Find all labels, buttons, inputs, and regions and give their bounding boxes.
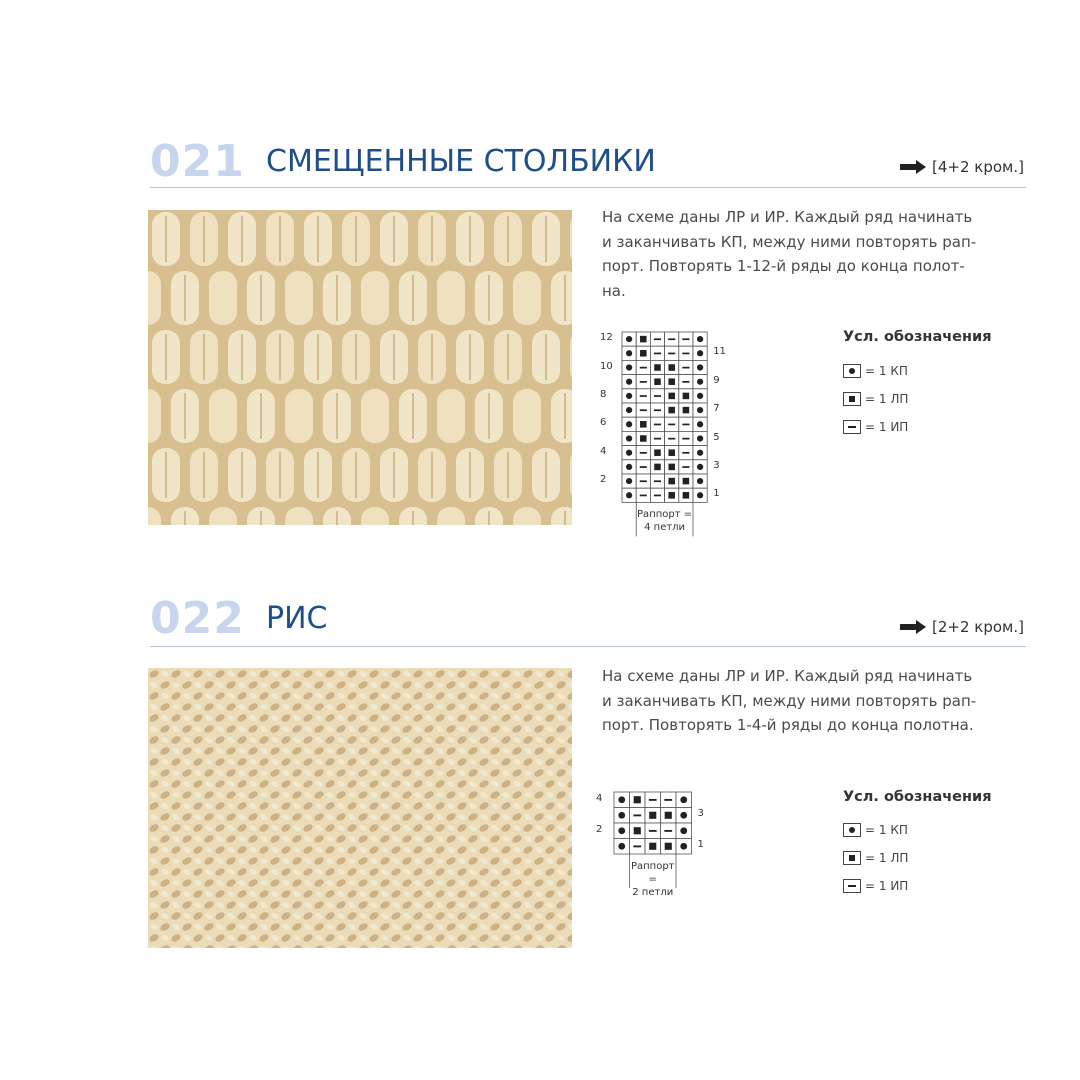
dot-icon <box>697 464 703 470</box>
stitch-chart <box>596 790 726 900</box>
dash-icon <box>843 879 861 893</box>
pattern-description <box>602 664 1022 738</box>
dash-icon <box>654 438 661 440</box>
dot-icon <box>680 812 687 819</box>
description-line: На схеме даны ЛР и ИР. Каждый ряд начинать <box>602 667 973 685</box>
legend-item-ip <box>843 879 908 893</box>
rapport-label: Раппорт = 4 петли <box>637 509 693 534</box>
dot-icon <box>626 350 632 356</box>
dash-icon <box>682 452 689 454</box>
legend-label: = 1 ЛП <box>865 392 909 406</box>
dash-icon <box>633 845 641 847</box>
square-icon <box>683 407 690 414</box>
dot-icon <box>618 812 625 819</box>
row-number-label: 4 <box>596 792 603 804</box>
dot-icon <box>697 421 703 427</box>
dash-icon <box>664 830 672 832</box>
square-icon <box>634 796 641 803</box>
legend-item-kp <box>843 364 908 378</box>
dot-icon <box>618 796 625 803</box>
rapport-label: Раппорт = 2 петли <box>630 861 675 898</box>
square-icon <box>649 812 656 819</box>
row-number-label: 12 <box>600 332 613 344</box>
square-icon <box>668 478 675 485</box>
dash-icon <box>654 424 661 426</box>
square-icon <box>665 812 672 819</box>
dash-icon <box>640 452 647 454</box>
row-number-label: 6 <box>600 417 607 429</box>
dash-icon <box>640 367 647 369</box>
dot-icon <box>697 478 703 484</box>
row-number-label: 9 <box>713 374 720 386</box>
dash-icon <box>682 438 689 440</box>
row-number-label: 8 <box>600 388 607 400</box>
description-line: порт. Повторять 1-12-й ряды до конца полот- <box>602 257 965 275</box>
dash-icon <box>640 409 647 411</box>
description-line: и заканчивать КП, между ними повторять рап- <box>602 232 977 251</box>
dot-icon <box>626 407 632 413</box>
legend-label: = 1 ИП <box>865 879 909 893</box>
pattern-title: СМЕЩЕННЫЕ СТОЛБИКИ <box>266 144 656 179</box>
description-line: На схеме даны ЛР и ИР. Каждый ряд начинать <box>602 208 973 226</box>
square-icon <box>654 449 661 456</box>
dot-icon <box>626 379 632 385</box>
square-icon <box>665 843 672 850</box>
legend-label: = 1 КП <box>865 823 908 837</box>
dash-icon <box>668 338 675 340</box>
dot-icon <box>697 435 703 441</box>
square-icon <box>654 464 661 471</box>
row-number-label: 4 <box>600 445 607 457</box>
knit-sample-photo <box>148 210 572 525</box>
cast-on-info <box>900 618 1024 636</box>
dash-icon <box>682 466 689 468</box>
row-number-label: 3 <box>713 459 720 471</box>
dash-icon <box>682 367 689 369</box>
dot-icon <box>697 364 703 370</box>
dash-icon <box>654 338 661 340</box>
dot-icon <box>626 492 632 498</box>
description-line: на. <box>602 281 626 300</box>
square-icon <box>668 449 675 456</box>
legend-item-kp <box>843 823 908 837</box>
square-icon <box>843 851 861 865</box>
dot-icon <box>626 435 632 441</box>
legend-title: Усл. обозначения <box>843 329 992 345</box>
square-icon <box>649 843 656 850</box>
square-icon <box>683 478 690 485</box>
row-number-label: 2 <box>596 823 603 835</box>
dot-icon <box>843 823 861 837</box>
dash-icon <box>654 353 661 355</box>
dash-icon <box>682 424 689 426</box>
legend-label: = 1 ЛП <box>865 851 909 865</box>
dash-icon <box>640 495 647 497</box>
dot-icon <box>697 336 703 342</box>
legend-label: = 1 КП <box>865 364 908 378</box>
dot-icon <box>697 407 703 413</box>
pattern-description <box>602 205 1022 303</box>
cast-on-info <box>900 158 1024 176</box>
dash-icon <box>682 353 689 355</box>
square-icon <box>683 492 690 499</box>
dot-icon <box>626 464 632 470</box>
square-icon <box>654 364 661 371</box>
square-icon <box>640 435 647 442</box>
dot-icon <box>626 421 632 427</box>
cast-on-label: [4+2 кром.] <box>932 158 1024 176</box>
dash-icon <box>654 395 661 397</box>
description-line: и заканчивать КП, между ними повторять рап- <box>602 691 977 710</box>
pattern-number: 021 <box>150 136 245 187</box>
dash-icon <box>640 381 647 383</box>
dot-icon <box>697 393 703 399</box>
legend-item-lp <box>843 851 908 865</box>
dash-icon <box>682 338 689 340</box>
dot-icon <box>697 450 703 456</box>
dash-icon <box>843 420 861 434</box>
dash-icon <box>664 799 672 801</box>
dash-icon <box>654 495 661 497</box>
dot-icon <box>680 796 687 803</box>
dot-icon <box>626 393 632 399</box>
pattern-number: 022 <box>150 593 245 644</box>
dot-icon <box>697 492 703 498</box>
dash-icon <box>649 799 657 801</box>
square-icon <box>634 827 641 834</box>
arrow-right-icon <box>900 160 926 174</box>
dash-icon <box>682 381 689 383</box>
square-icon <box>640 421 647 428</box>
dash-icon <box>640 466 647 468</box>
dash-icon <box>649 830 657 832</box>
row-number-label: 7 <box>713 403 720 415</box>
dot-icon <box>680 827 687 834</box>
dash-icon <box>640 395 647 397</box>
row-number-label: 2 <box>600 474 607 486</box>
dot-icon <box>843 364 861 378</box>
dot-icon <box>618 827 625 834</box>
row-number-label: 3 <box>697 808 704 820</box>
dot-icon <box>618 843 625 850</box>
row-number-label: 10 <box>600 360 613 372</box>
knit-sample-photo <box>148 668 572 948</box>
dot-icon <box>680 843 687 850</box>
dash-icon <box>668 438 675 440</box>
square-icon <box>668 407 675 414</box>
square-icon <box>640 336 647 343</box>
dot-icon <box>697 379 703 385</box>
row-number-label: 1 <box>713 488 720 500</box>
dot-icon <box>626 364 632 370</box>
section-divider <box>150 187 1026 188</box>
dash-icon <box>654 409 661 411</box>
square-icon <box>668 364 675 371</box>
dot-icon <box>626 478 632 484</box>
square-icon <box>683 393 690 400</box>
square-icon <box>654 378 661 385</box>
square-icon <box>668 492 675 499</box>
dash-icon <box>633 814 641 816</box>
stitch-chart <box>600 330 760 550</box>
row-number-label: 5 <box>713 431 720 443</box>
square-icon <box>843 392 861 406</box>
dash-icon <box>654 480 661 482</box>
square-icon <box>668 378 675 385</box>
arrow-right-icon <box>900 620 926 634</box>
dot-icon <box>626 450 632 456</box>
dash-icon <box>640 480 647 482</box>
dash-icon <box>668 353 675 355</box>
square-icon <box>668 464 675 471</box>
square-icon <box>668 393 675 400</box>
legend-label: = 1 ИП <box>865 420 909 434</box>
description-line: порт. Повторять 1-4-й ряды до конца полотна. <box>602 716 974 734</box>
legend-item-ip <box>843 420 908 434</box>
row-number-label: 1 <box>697 839 704 851</box>
row-number-label: 11 <box>713 346 726 358</box>
legend-item-lp <box>843 392 908 406</box>
square-icon <box>640 350 647 357</box>
legend-title: Усл. обозначения <box>843 789 992 805</box>
pattern-title: РИС <box>266 601 328 636</box>
section-divider <box>150 646 1026 647</box>
cast-on-label: [2+2 кром.] <box>932 618 1024 636</box>
dot-icon <box>697 350 703 356</box>
dot-icon <box>626 336 632 342</box>
dash-icon <box>668 424 675 426</box>
